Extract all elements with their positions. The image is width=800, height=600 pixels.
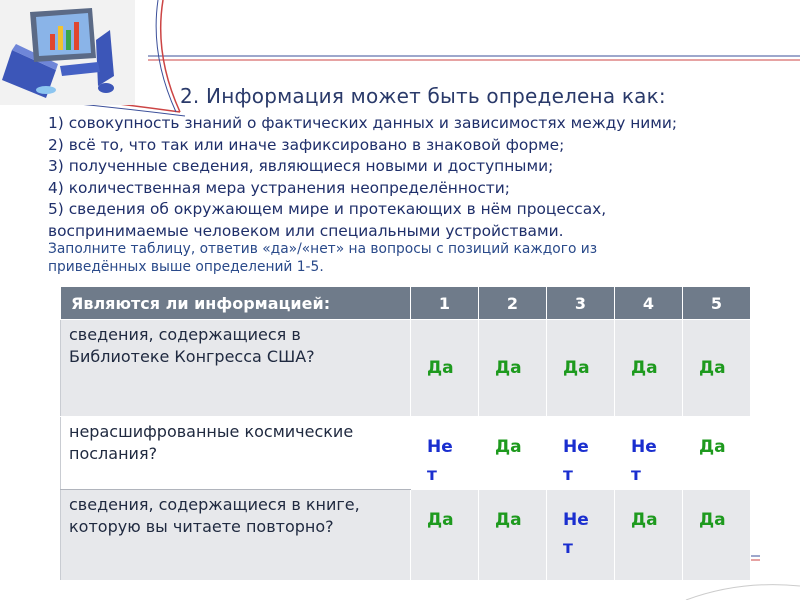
instruction-text: Заполните таблицу, ответив «да»/«нет» на вопросы с позиций каждого из приведённых выше определений 1-5. (48, 241, 598, 275)
column-header-question: Являются ли информацией: (61, 287, 411, 320)
answer-cell (547, 490, 615, 581)
question-cell: сведения, содержащиеся в Библиотеке Конгресса США? (61, 320, 411, 417)
table-row (61, 417, 751, 490)
table-row (61, 490, 751, 581)
answer-cell (411, 320, 479, 417)
computer-clipart-icon (0, 0, 135, 105)
answer-cell (411, 417, 479, 490)
answer-cell (411, 490, 479, 581)
answer-cell (615, 417, 683, 490)
definitions-list (48, 113, 788, 242)
answer-cell (479, 490, 547, 581)
answer-value: Да (495, 358, 522, 378)
answers-table (60, 286, 751, 581)
answer-cell (547, 417, 615, 490)
answer-value: Нет (563, 510, 589, 558)
definition-item: 3) полученные сведения, являющиеся новыми и доступными; (48, 157, 554, 175)
answer-value: Да (631, 510, 658, 530)
slide-title: 2. Информация может быть определена как: (180, 84, 666, 108)
definition-item: 1) совокупность знаний о фактических данных и зависимостях между ними; (48, 114, 678, 132)
answer-value: Да (631, 358, 658, 378)
column-header-3: 3 (547, 287, 615, 320)
definition-item: 2) всё то, что так или иначе зафиксировано в знаковой форме; (48, 135, 565, 154)
answer-value: Да (699, 437, 726, 457)
column-header-2: 2 (479, 287, 547, 320)
answer-value: Да (495, 510, 522, 530)
table-row (61, 320, 751, 417)
answer-value: Да (427, 510, 454, 530)
definition-item: 4) количественная мера устранения неопределённости; (48, 178, 510, 197)
answer-value: Нет (427, 437, 453, 485)
answer-cell (683, 417, 751, 490)
answer-value: Нет (563, 437, 589, 485)
answer-value: Да (699, 358, 726, 378)
answer-value: Да (563, 358, 590, 378)
answer-cell (683, 490, 751, 581)
answer-value: Да (495, 437, 522, 457)
answer-value: Да (699, 510, 726, 530)
question-cell: нерасшифрованные космические послания? (61, 417, 411, 490)
answer-cell (615, 320, 683, 417)
answer-cell (479, 320, 547, 417)
question-cell: сведения, содержащиеся в книге, которую вы читаете повторно? (61, 490, 411, 581)
answer-value: Да (427, 358, 454, 378)
column-header-5: 5 (683, 287, 751, 320)
column-header-4: 4 (615, 287, 683, 320)
answer-value: Нет (631, 437, 657, 485)
table-header-row (61, 287, 751, 320)
answer-cell (479, 417, 547, 490)
answer-cell (615, 490, 683, 581)
answer-cell (683, 320, 751, 417)
column-header-1: 1 (411, 287, 479, 320)
definition-item: 5) сведения об окружающем мире и протекающих в нём процессах, воспринимаемые человеком или специальными устройствами. (48, 200, 607, 240)
answer-cell (547, 320, 615, 417)
